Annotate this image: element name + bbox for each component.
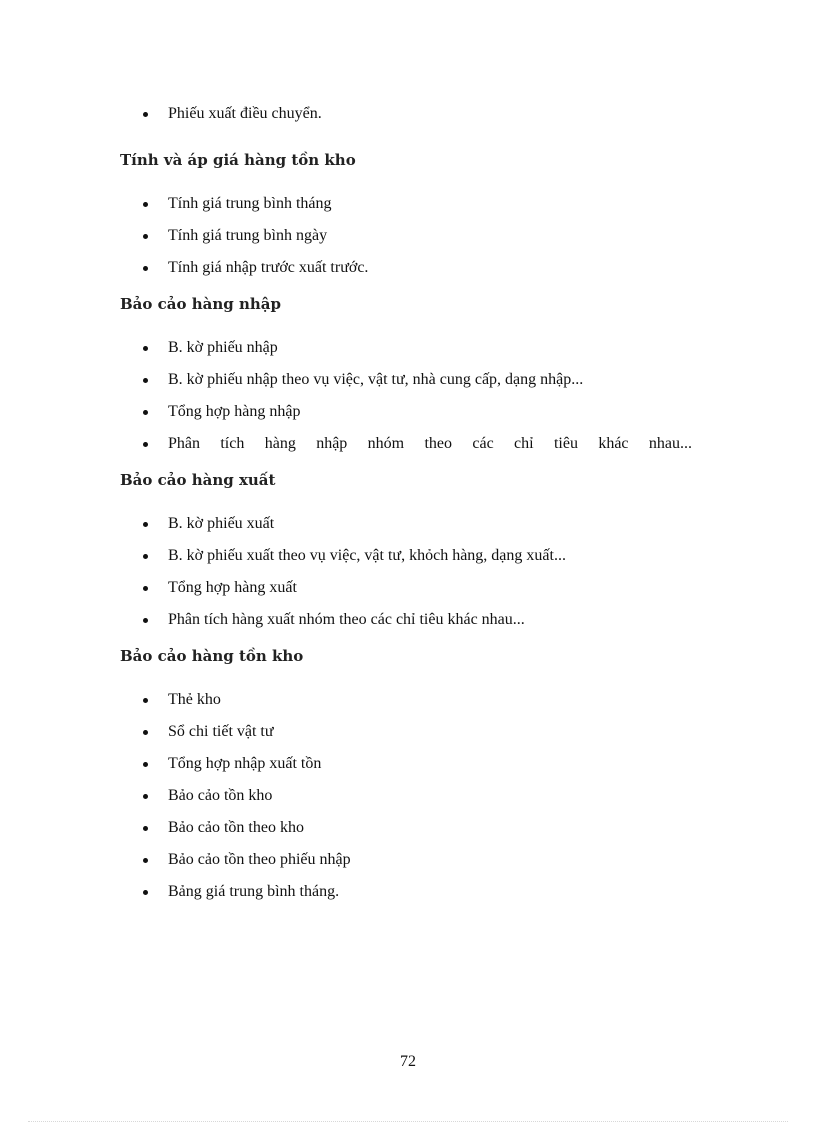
page-number: 72 bbox=[400, 1053, 416, 1070]
page-bottom-divider bbox=[28, 1121, 788, 1122]
bullet-icon bbox=[143, 586, 148, 591]
list-item-text: Thẻ kho bbox=[168, 691, 221, 708]
import-report-list bbox=[120, 334, 700, 462]
list-item bbox=[120, 254, 700, 286]
bullet-icon bbox=[143, 266, 148, 271]
list-item bbox=[120, 750, 700, 782]
list-item bbox=[120, 334, 700, 366]
bullet-icon bbox=[143, 618, 148, 623]
list-item bbox=[120, 782, 700, 814]
list-item bbox=[120, 100, 700, 132]
list-item-text: Tổng hợp hàng nhập bbox=[168, 403, 301, 420]
list-item bbox=[120, 542, 700, 574]
list-item bbox=[120, 430, 700, 462]
list-item-text: Bảo cảo tồn kho bbox=[168, 787, 273, 804]
bullet-icon bbox=[143, 378, 148, 383]
list-item bbox=[120, 846, 700, 878]
list-item-text: Tính giá trung bình tháng bbox=[168, 195, 332, 212]
list-item bbox=[120, 574, 700, 606]
section-heading-inventory-report: Bảo cảo hàng tồn kho bbox=[120, 647, 304, 665]
bullet-icon bbox=[143, 698, 148, 703]
list-item-text: Sổ chi tiết vật tư bbox=[168, 723, 274, 740]
word: theo bbox=[424, 435, 453, 452]
bullet-icon bbox=[143, 730, 148, 735]
bullet-icon bbox=[143, 410, 148, 415]
bullet-icon bbox=[143, 826, 148, 831]
section-heading-export-report: Bảo cảo hàng xuất bbox=[120, 471, 276, 489]
bullet-icon bbox=[143, 234, 148, 239]
bullet-icon bbox=[143, 112, 148, 117]
word: Phân bbox=[168, 435, 200, 452]
word: nhau... bbox=[648, 435, 692, 452]
list-item-text: Tổng hợp hàng xuất bbox=[168, 579, 297, 596]
bullet-icon bbox=[143, 554, 148, 559]
bullet-icon bbox=[143, 522, 148, 527]
list-item-text: B. kờ phiếu xuất theo vụ việc, vật tư, khỏch hàng, dạng xuất... bbox=[168, 547, 566, 564]
list-item-text: Tổng hợp nhập xuất tồn bbox=[168, 755, 322, 772]
word: nhập bbox=[316, 435, 348, 452]
list-item-text: B. kờ phiếu nhập theo vụ việc, vật tư, nhà cung cấp, dạng nhập... bbox=[168, 371, 584, 388]
bullet-icon bbox=[143, 762, 148, 767]
word: các bbox=[472, 435, 494, 452]
list-item-text: Phiếu xuất điều chuyển. bbox=[168, 105, 322, 122]
page-content bbox=[120, 100, 700, 910]
list-item-text: Bảng giá trung bình tháng. bbox=[168, 883, 340, 900]
bullet-icon bbox=[143, 442, 148, 447]
list-item bbox=[120, 222, 700, 254]
section-heading-pricing: Tính và áp giá hàng tồn kho bbox=[120, 151, 356, 169]
word: khác bbox=[598, 435, 629, 452]
pricing-list bbox=[120, 190, 700, 286]
word: chỉ bbox=[514, 435, 534, 452]
section-heading-import-report: Bảo cảo hàng nhập bbox=[120, 295, 281, 313]
list-item-text: Tính giá nhập trước xuất trước. bbox=[168, 259, 369, 276]
list-item-text: B. kờ phiếu nhập bbox=[168, 339, 278, 356]
bullet-icon bbox=[143, 858, 148, 863]
list-item-text: Phân tích hàng xuất nhóm theo các chỉ tiêu khác nhau... bbox=[168, 611, 525, 628]
list-item-text: Tính giá trung bình ngày bbox=[168, 227, 328, 244]
bullet-icon bbox=[143, 346, 148, 351]
bullet-icon bbox=[143, 890, 148, 895]
continuation-list bbox=[120, 100, 700, 142]
word: hàng bbox=[264, 435, 296, 452]
list-item-text: Bảo cảo tồn theo phiếu nhập bbox=[168, 851, 351, 868]
list-item bbox=[120, 190, 700, 222]
list-item-text bbox=[168, 430, 692, 458]
list-item bbox=[120, 366, 700, 398]
list-item bbox=[120, 686, 700, 718]
inventory-report-list bbox=[120, 686, 700, 910]
bullet-icon bbox=[143, 202, 148, 207]
list-item bbox=[120, 718, 700, 750]
list-item bbox=[120, 398, 700, 430]
list-item bbox=[120, 878, 700, 910]
list-item-text: B. kờ phiếu xuất bbox=[168, 515, 275, 532]
word: nhóm bbox=[367, 435, 405, 452]
word: tiêu bbox=[553, 435, 578, 452]
list-item bbox=[120, 510, 700, 542]
word: tích bbox=[220, 435, 245, 452]
bullet-icon bbox=[143, 794, 148, 799]
list-item-text: Bảo cảo tồn theo kho bbox=[168, 819, 304, 836]
list-item bbox=[120, 814, 700, 846]
list-item bbox=[120, 606, 700, 638]
export-report-list bbox=[120, 510, 700, 638]
